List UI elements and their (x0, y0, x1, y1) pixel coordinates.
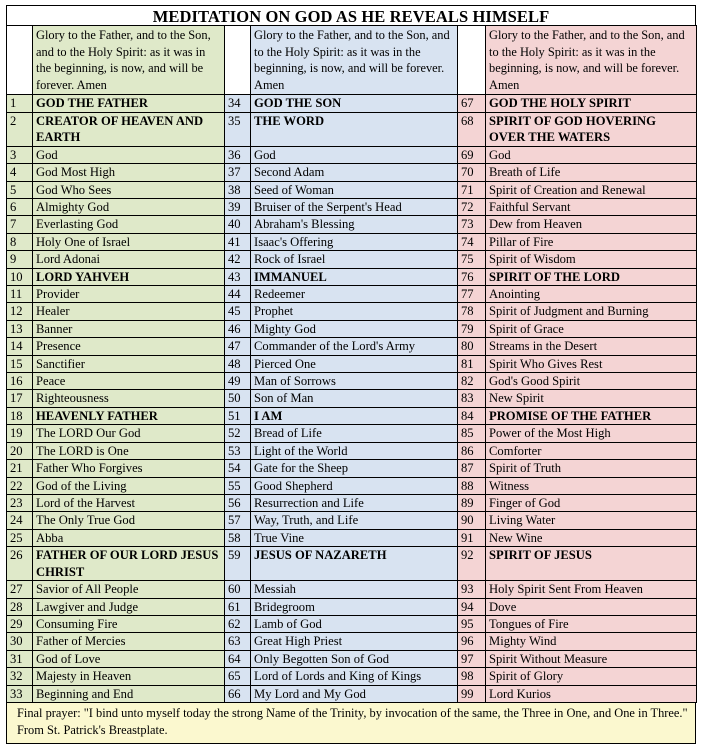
table-row (7, 581, 697, 598)
son-name: Rock of Israel (251, 251, 458, 268)
spirit-name: Finger of God (486, 494, 697, 511)
doxology-spacer-father (7, 26, 33, 95)
son-number: 55 (225, 477, 251, 494)
spirit-number: 84 (458, 407, 486, 424)
spirit-name: Spirit Without Measure (486, 650, 697, 667)
table-row (7, 268, 697, 285)
spirit-number: 81 (458, 355, 486, 372)
son-name: Second Adam (251, 164, 458, 181)
son-name: Only Begotten Son of God (251, 650, 458, 667)
son-name: Isaac's Offering (251, 233, 458, 250)
son-name: Bridegroom (251, 598, 458, 615)
doxology-spacer-spirit (458, 26, 486, 95)
son-name: Great High Priest (251, 633, 458, 650)
son-name: True Vine (251, 529, 458, 546)
son-number: 44 (225, 286, 251, 303)
table-row (7, 460, 697, 477)
spirit-number: 79 (458, 320, 486, 337)
son-number: 59 (225, 547, 251, 581)
son-name: Redeemer (251, 286, 458, 303)
page-title: MEDITATION ON GOD AS HE REVEALS HIMSELF (6, 5, 696, 25)
doxology-son: Glory to the Father, and to the Son, and to the Holy Spirit: as it was in the beginning, is now, and will be forever. Amen (251, 26, 458, 95)
spirit-number: 83 (458, 390, 486, 407)
father-name: God (33, 146, 225, 163)
father-name: HEAVENLY FATHER (33, 407, 225, 424)
spirit-name: Spirit Who Gives Rest (486, 355, 697, 372)
spirit-name: SPIRIT OF THE LORD (486, 268, 697, 285)
table-row (7, 633, 697, 650)
father-number: 26 (7, 547, 33, 581)
father-number: 22 (7, 477, 33, 494)
son-number: 34 (225, 95, 251, 112)
father-name: CREATOR OF HEAVEN AND EARTH (33, 112, 225, 146)
spirit-number: 91 (458, 529, 486, 546)
table-row (7, 303, 697, 320)
son-number: 62 (225, 615, 251, 632)
spirit-number: 71 (458, 181, 486, 198)
son-number: 38 (225, 181, 251, 198)
spirit-name: Spirit of Creation and Renewal (486, 181, 697, 198)
table-row (7, 529, 697, 546)
spirit-number: 75 (458, 251, 486, 268)
son-number: 61 (225, 598, 251, 615)
table-row (7, 685, 697, 702)
father-number: 9 (7, 251, 33, 268)
father-number: 33 (7, 685, 33, 702)
father-number: 10 (7, 268, 33, 285)
table-row (7, 320, 697, 337)
spirit-name: Anointing (486, 286, 697, 303)
father-name: FATHER OF OUR LORD JESUS CHRIST (33, 547, 225, 581)
father-name: Healer (33, 303, 225, 320)
spirit-number: 89 (458, 494, 486, 511)
meditation-sheet (6, 5, 696, 744)
spirit-name: SPIRIT OF GOD HOVERING OVER THE WATERS (486, 112, 697, 146)
father-name: Righteousness (33, 390, 225, 407)
table-row (7, 547, 697, 581)
father-name: Majesty in Heaven (33, 668, 225, 685)
son-number: 52 (225, 425, 251, 442)
spirit-name: God (486, 146, 697, 163)
son-number: 47 (225, 338, 251, 355)
spirit-name: Spirit of Judgment and Burning (486, 303, 697, 320)
father-name: Lord of the Harvest (33, 494, 225, 511)
son-name: Man of Sorrows (251, 373, 458, 390)
son-name: Resurrection and Life (251, 494, 458, 511)
spirit-name: PROMISE OF THE FATHER (486, 407, 697, 424)
father-name: Sanctifier (33, 355, 225, 372)
spirit-number: 70 (458, 164, 486, 181)
spirit-name: Power of the Most High (486, 425, 697, 442)
son-number: 45 (225, 303, 251, 320)
son-name: God (251, 146, 458, 163)
spirit-number: 87 (458, 460, 486, 477)
father-name: Presence (33, 338, 225, 355)
father-name: Provider (33, 286, 225, 303)
son-number: 35 (225, 112, 251, 146)
spirit-number: 97 (458, 650, 486, 667)
father-name: GOD THE FATHER (33, 95, 225, 112)
father-name: Lawgiver and Judge (33, 598, 225, 615)
father-name: Everlasting God (33, 216, 225, 233)
table-row (7, 181, 697, 198)
spirit-name: Tongues of Fire (486, 615, 697, 632)
spirit-name: Spirit of Glory (486, 668, 697, 685)
spirit-name: God's Good Spirit (486, 373, 697, 390)
son-name: Light of the World (251, 442, 458, 459)
father-number: 3 (7, 146, 33, 163)
father-number: 1 (7, 95, 33, 112)
father-number: 23 (7, 494, 33, 511)
doxology-spacer-son (225, 26, 251, 95)
table-row (7, 373, 697, 390)
spirit-number: 98 (458, 668, 486, 685)
spirit-name: Spirit of Wisdom (486, 251, 697, 268)
table-row (7, 494, 697, 511)
father-number: 2 (7, 112, 33, 146)
son-name: THE WORD (251, 112, 458, 146)
father-number: 20 (7, 442, 33, 459)
father-number: 21 (7, 460, 33, 477)
spirit-number: 92 (458, 547, 486, 581)
spirit-number: 77 (458, 286, 486, 303)
son-number: 43 (225, 268, 251, 285)
spirit-name: Pillar of Fire (486, 233, 697, 250)
table-row (7, 216, 697, 233)
father-name: God Most High (33, 164, 225, 181)
father-number: 7 (7, 216, 33, 233)
spirit-number: 96 (458, 633, 486, 650)
table-row (7, 668, 697, 685)
spirit-name: Comforter (486, 442, 697, 459)
names-table (6, 25, 697, 703)
spirit-number: 72 (458, 199, 486, 216)
father-name: Almighty God (33, 199, 225, 216)
son-name: Abraham's Blessing (251, 216, 458, 233)
son-name: Bread of Life (251, 425, 458, 442)
table-row (7, 199, 697, 216)
father-name: God of the Living (33, 477, 225, 494)
spirit-number: 68 (458, 112, 486, 146)
final-prayer: Final prayer: "I bind unto myself today the strong Name of the Trinity, by invocation of the same, the Three in One, and One in Three." From St. Patrick's Breastplate. (6, 703, 696, 744)
spirit-name: Holy Spirit Sent From Heaven (486, 581, 697, 598)
spirit-name: Breath of Life (486, 164, 697, 181)
son-number: 63 (225, 633, 251, 650)
son-name: Prophet (251, 303, 458, 320)
spirit-number: 94 (458, 598, 486, 615)
son-number: 53 (225, 442, 251, 459)
son-name: Son of Man (251, 390, 458, 407)
spirit-name: Living Water (486, 512, 697, 529)
father-number: 8 (7, 233, 33, 250)
father-number: 15 (7, 355, 33, 372)
table-row (7, 425, 697, 442)
son-number: 60 (225, 581, 251, 598)
spirit-name: Dove (486, 598, 697, 615)
spirit-number: 95 (458, 615, 486, 632)
spirit-name: Faithful Servant (486, 199, 697, 216)
father-name: Holy One of Israel (33, 233, 225, 250)
son-number: 41 (225, 233, 251, 250)
son-number: 64 (225, 650, 251, 667)
spirit-number: 88 (458, 477, 486, 494)
son-number: 54 (225, 460, 251, 477)
father-number: 25 (7, 529, 33, 546)
spirit-name: Streams in the Desert (486, 338, 697, 355)
spirit-number: 74 (458, 233, 486, 250)
son-name: Lord of Lords and King of Kings (251, 668, 458, 685)
son-name: Gate for the Sheep (251, 460, 458, 477)
son-name: Way, Truth, and Life (251, 512, 458, 529)
son-name: Commander of the Lord's Army (251, 338, 458, 355)
table-row (7, 407, 697, 424)
father-name: Savior of All People (33, 581, 225, 598)
doxology-row (7, 26, 697, 95)
father-name: Beginning and End (33, 685, 225, 702)
spirit-number: 73 (458, 216, 486, 233)
son-name: Bruiser of the Serpent's Head (251, 199, 458, 216)
son-number: 57 (225, 512, 251, 529)
son-name: Mighty God (251, 320, 458, 337)
son-name: My Lord and My God (251, 685, 458, 702)
spirit-number: 82 (458, 373, 486, 390)
son-number: 40 (225, 216, 251, 233)
father-name: God Who Sees (33, 181, 225, 198)
spirit-number: 93 (458, 581, 486, 598)
father-name: The Only True God (33, 512, 225, 529)
father-number: 13 (7, 320, 33, 337)
father-name: Lord Adonai (33, 251, 225, 268)
son-name: Pierced One (251, 355, 458, 372)
son-name: IMMANUEL (251, 268, 458, 285)
spirit-name: Mighty Wind (486, 633, 697, 650)
father-number: 32 (7, 668, 33, 685)
spirit-name: Spirit of Truth (486, 460, 697, 477)
son-number: 66 (225, 685, 251, 702)
table-row (7, 477, 697, 494)
son-name: Good Shepherd (251, 477, 458, 494)
son-number: 65 (225, 668, 251, 685)
table-row (7, 95, 697, 112)
father-number: 18 (7, 407, 33, 424)
spirit-number: 90 (458, 512, 486, 529)
father-number: 24 (7, 512, 33, 529)
table-row (7, 338, 697, 355)
son-name: Lamb of God (251, 615, 458, 632)
father-name: Banner (33, 320, 225, 337)
son-name: I AM (251, 407, 458, 424)
son-number: 56 (225, 494, 251, 511)
doxology-father: Glory to the Father, and to the Son, and to the Holy Spirit: as it was in the beginning, is now, and will be forever. Amen (33, 26, 225, 95)
spirit-number: 85 (458, 425, 486, 442)
father-name: Father Who Forgives (33, 460, 225, 477)
son-number: 36 (225, 146, 251, 163)
son-number: 48 (225, 355, 251, 372)
table-row (7, 598, 697, 615)
spirit-number: 69 (458, 146, 486, 163)
spirit-name: Dew from Heaven (486, 216, 697, 233)
father-name: God of Love (33, 650, 225, 667)
father-number: 12 (7, 303, 33, 320)
father-number: 30 (7, 633, 33, 650)
spirit-name: Lord Kurios (486, 685, 697, 702)
father-number: 28 (7, 598, 33, 615)
son-number: 42 (225, 251, 251, 268)
spirit-number: 80 (458, 338, 486, 355)
son-name: Messiah (251, 581, 458, 598)
spirit-name: GOD THE HOLY SPIRIT (486, 95, 697, 112)
father-number: 4 (7, 164, 33, 181)
spirit-name: Witness (486, 477, 697, 494)
spirit-number: 86 (458, 442, 486, 459)
father-name: The LORD is One (33, 442, 225, 459)
table-row (7, 164, 697, 181)
table-row (7, 355, 697, 372)
table-row (7, 146, 697, 163)
spirit-name: Spirit of Grace (486, 320, 697, 337)
doxology-spirit: Glory to the Father, and to the Son, and to the Holy Spirit: as it was in the beginning, is now, and will be forever. Amen (486, 26, 697, 95)
table-row (7, 512, 697, 529)
father-number: 19 (7, 425, 33, 442)
spirit-name: New Spirit (486, 390, 697, 407)
father-name: LORD YAHVEH (33, 268, 225, 285)
spirit-number: 78 (458, 303, 486, 320)
table-row (7, 233, 697, 250)
father-name: Abba (33, 529, 225, 546)
father-number: 17 (7, 390, 33, 407)
father-name: Consuming Fire (33, 615, 225, 632)
son-name: JESUS OF NAZARETH (251, 547, 458, 581)
table-row (7, 286, 697, 303)
spirit-name: SPIRIT OF JESUS (486, 547, 697, 581)
table-row (7, 112, 697, 146)
son-number: 58 (225, 529, 251, 546)
son-number: 37 (225, 164, 251, 181)
father-number: 29 (7, 615, 33, 632)
son-number: 49 (225, 373, 251, 390)
father-number: 31 (7, 650, 33, 667)
father-name: Peace (33, 373, 225, 390)
son-number: 50 (225, 390, 251, 407)
father-number: 14 (7, 338, 33, 355)
son-number: 51 (225, 407, 251, 424)
son-number: 39 (225, 199, 251, 216)
son-name: Seed of Woman (251, 181, 458, 198)
spirit-number: 67 (458, 95, 486, 112)
table-row (7, 251, 697, 268)
spirit-name: New Wine (486, 529, 697, 546)
son-name: GOD THE SON (251, 95, 458, 112)
father-number: 5 (7, 181, 33, 198)
father-number: 27 (7, 581, 33, 598)
spirit-number: 99 (458, 685, 486, 702)
table-row (7, 442, 697, 459)
father-number: 11 (7, 286, 33, 303)
table-row (7, 650, 697, 667)
father-name: Father of Mercies (33, 633, 225, 650)
table-row (7, 390, 697, 407)
father-number: 16 (7, 373, 33, 390)
table-row (7, 615, 697, 632)
father-name: The LORD Our God (33, 425, 225, 442)
spirit-number: 76 (458, 268, 486, 285)
father-number: 6 (7, 199, 33, 216)
son-number: 46 (225, 320, 251, 337)
